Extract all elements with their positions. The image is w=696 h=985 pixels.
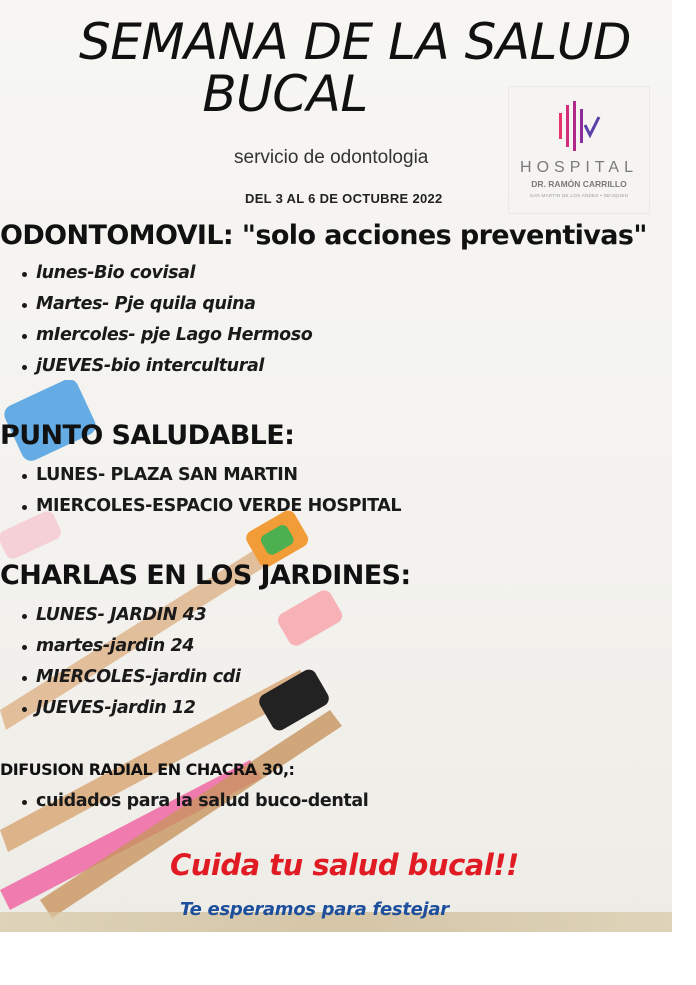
- section-title-odontomovil: ODONTOMOVIL: "solo acciones preventivas": [0, 220, 647, 251]
- difusion-radial-list: [20, 786, 368, 817]
- logo-location-text: SAN MARTIN DE LOS ANDES • NEUQUEN: [529, 193, 629, 198]
- title-line-1: SEMANA DE LA SALUD: [78, 13, 631, 71]
- list-item: martes-jardin 24: [20, 631, 240, 662]
- call-to-action: Cuida tu salud bucal!!: [170, 848, 519, 882]
- logo-doctor-text: DR. RAMÓN CARRILLO: [531, 179, 627, 189]
- list-item: cuidados para la salud buco-dental: [20, 786, 368, 817]
- logo-hospital-text: HOSPITAL: [520, 159, 638, 176]
- odontomovil-list: [20, 258, 312, 382]
- title-line-2: BUCAL: [202, 65, 368, 123]
- list-item: jUEVES-bio intercultural: [20, 351, 312, 382]
- subtitle: servicio de odontologia: [234, 147, 429, 168]
- list-item: lunes-Bio covisal: [20, 258, 312, 289]
- section-title-difusion-radial: DIFUSION RADIAL EN CHACRA 30,:: [0, 760, 295, 779]
- list-item: mIercoles- pje Lago Hermoso: [20, 320, 312, 351]
- punto-saludable-list: [20, 460, 401, 522]
- section-title-charlas: CHARLAS EN LOS JARDINES:: [0, 560, 411, 591]
- list-item: LUNES- JARDIN 43: [20, 600, 240, 631]
- list-item: JUEVES-jardin 12: [20, 693, 240, 724]
- list-item: MIERCOLES-jardin cdi: [20, 662, 240, 693]
- list-item: MIERCOLES-ESPACIO VERDE HOSPITAL: [20, 491, 401, 522]
- section-title-punto-saludable: PUNTO SALUDABLE:: [0, 420, 295, 451]
- invitation-text: Te esperamos para festejar: [180, 899, 449, 920]
- event-dates: DEL 3 AL 6 DE OCTUBRE 2022: [245, 191, 443, 206]
- charlas-list: [20, 600, 240, 724]
- list-item: LUNES- PLAZA SAN MARTIN: [20, 460, 401, 491]
- heartbeat-logo-icon: [557, 101, 601, 153]
- hospital-logo: [508, 86, 650, 214]
- list-item: Martes- Pje quila quina: [20, 289, 312, 320]
